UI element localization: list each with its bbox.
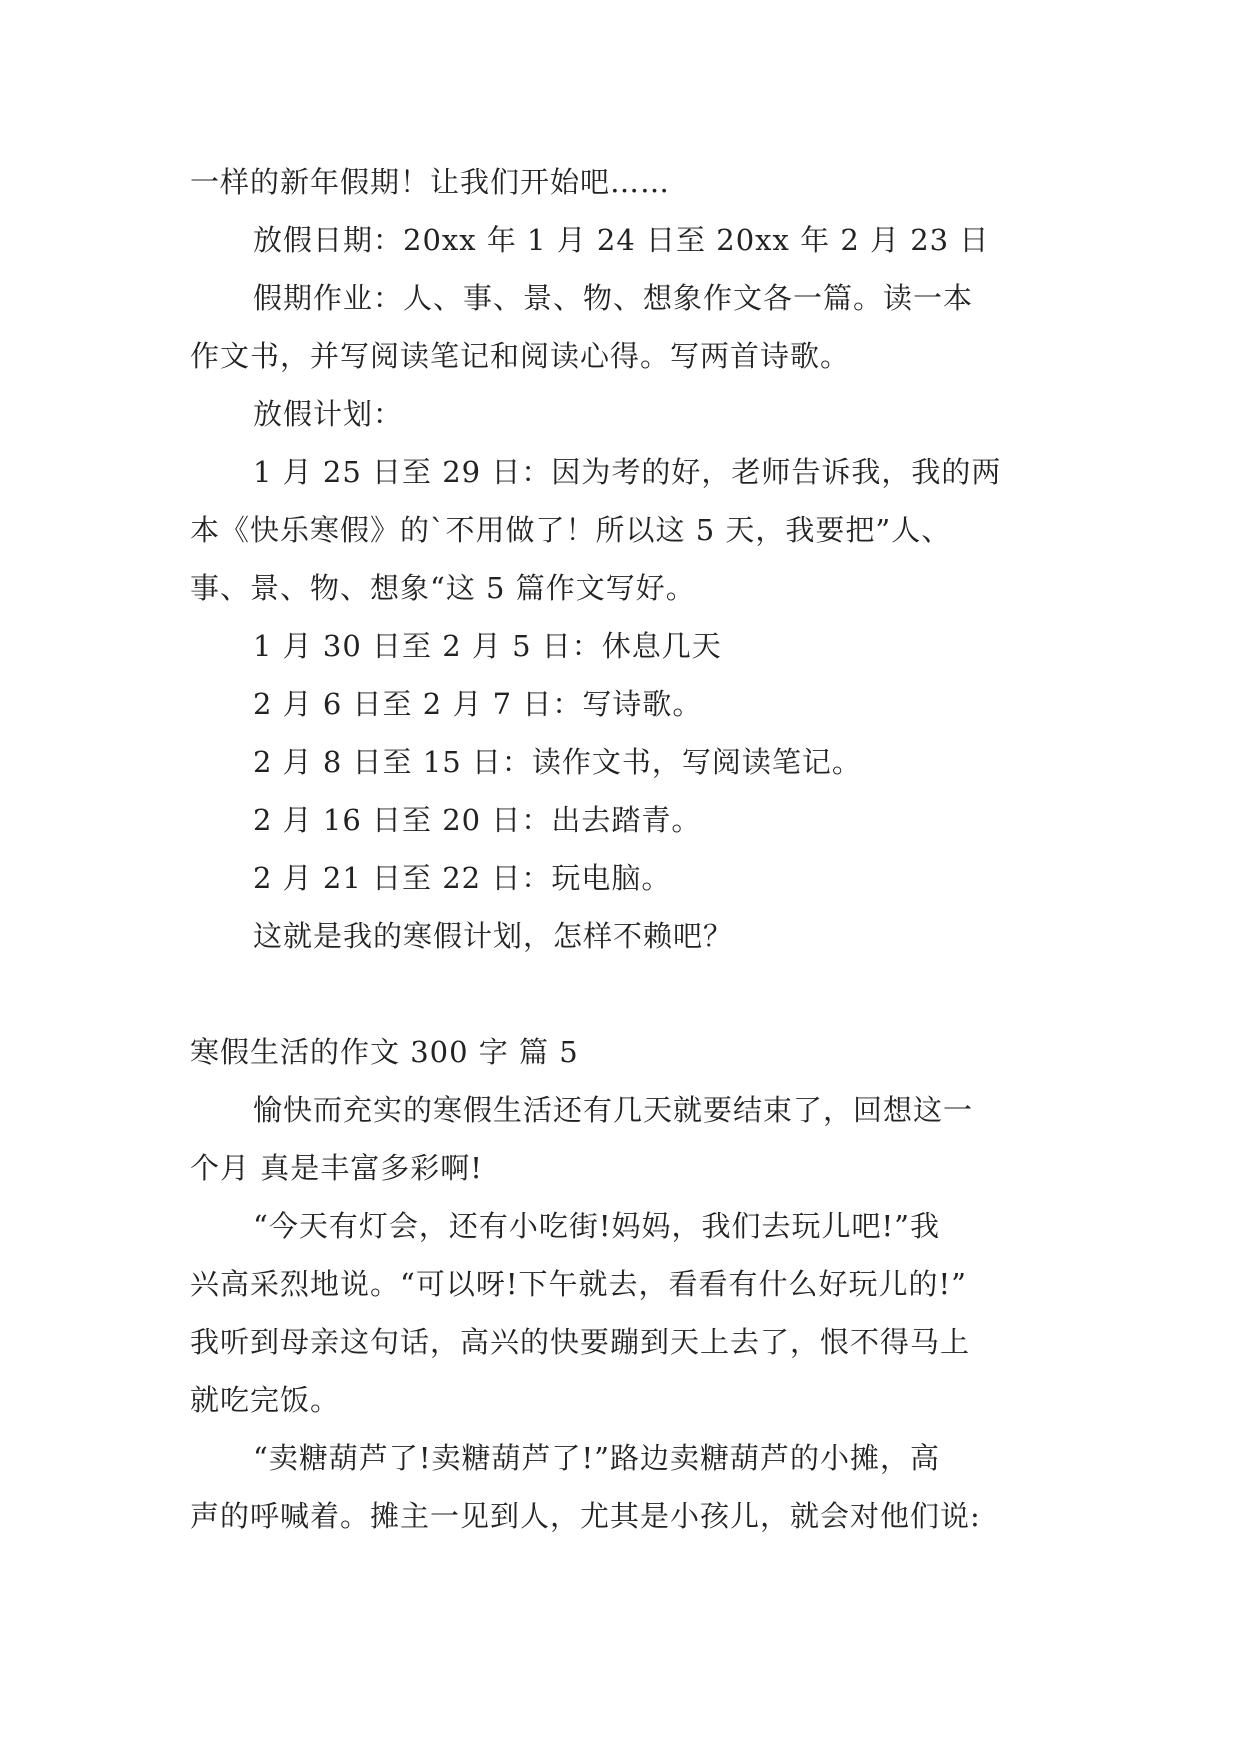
holiday-dates-line: 放假日期：20xx 年 1 月 24 日至 20xx 年 2 月 23 日 <box>253 223 990 257</box>
plan-item-line: 1 月 25 日至 29 日：因为考的好，老师告诉我，我的两 <box>253 455 1002 489</box>
text-line: 愉快而充实的寒假生活还有几天就要结束了，回想这一 <box>253 1093 974 1127</box>
homework-line: 假期作业：人、事、景、物、想象作文各一篇。读一本 <box>253 281 974 315</box>
plan-item-line: 1 月 30 日至 2 月 5 日：休息几天 <box>253 629 722 663</box>
text-line: “今天有灯会，还有小吃街!妈妈，我们去玩儿吧!”我 <box>253 1209 940 1243</box>
text-line: 个月 真是丰富多彩啊! <box>190 1151 483 1185</box>
plan-item-line: 2 月 6 日至 2 月 7 日：写诗歌。 <box>253 687 703 721</box>
text-line: 本《快乐寒假》的`不用做了！所以这 5 天，我要把”人、 <box>190 513 952 547</box>
text-line: 一样的新年假期！让我们开始吧…… <box>190 165 671 199</box>
text-line: 就吃完饭。 <box>190 1383 341 1417</box>
text-line: 事、景、物、想象“这 5 篇作文写好。 <box>190 571 696 605</box>
section-title: 寒假生活的作文 300 字 篇 5 <box>190 1035 579 1069</box>
text-line: “卖糖葫芦了!卖糖葫芦了!”路边卖糖葫芦的小摊，高 <box>253 1441 940 1475</box>
text-line: 声的呼喊着。摊主一见到人，尤其是小孩儿，就会对他们说: <box>190 1499 981 1533</box>
plan-heading-line: 放假计划： <box>253 397 404 431</box>
text-line: 作文书，并写阅读笔记和阅读心得。写两首诗歌。 <box>190 339 851 373</box>
plan-item-line: 2 月 8 日至 15 日：读作文书，写阅读笔记。 <box>253 745 862 779</box>
plan-item-line: 2 月 21 日至 22 日：玩电脑。 <box>253 861 672 895</box>
text-line: 这就是我的寒假计划，怎样不赖吧？ <box>253 919 734 953</box>
text-line: 我听到母亲这句话，高兴的快要蹦到天上去了，恨不得马上 <box>190 1325 971 1359</box>
plan-item-line: 2 月 16 日至 20 日：出去踏青。 <box>253 803 702 837</box>
text-line: 兴高采烈地说。“可以呀!下午就去，看看有什么好玩儿的!” <box>190 1267 967 1301</box>
